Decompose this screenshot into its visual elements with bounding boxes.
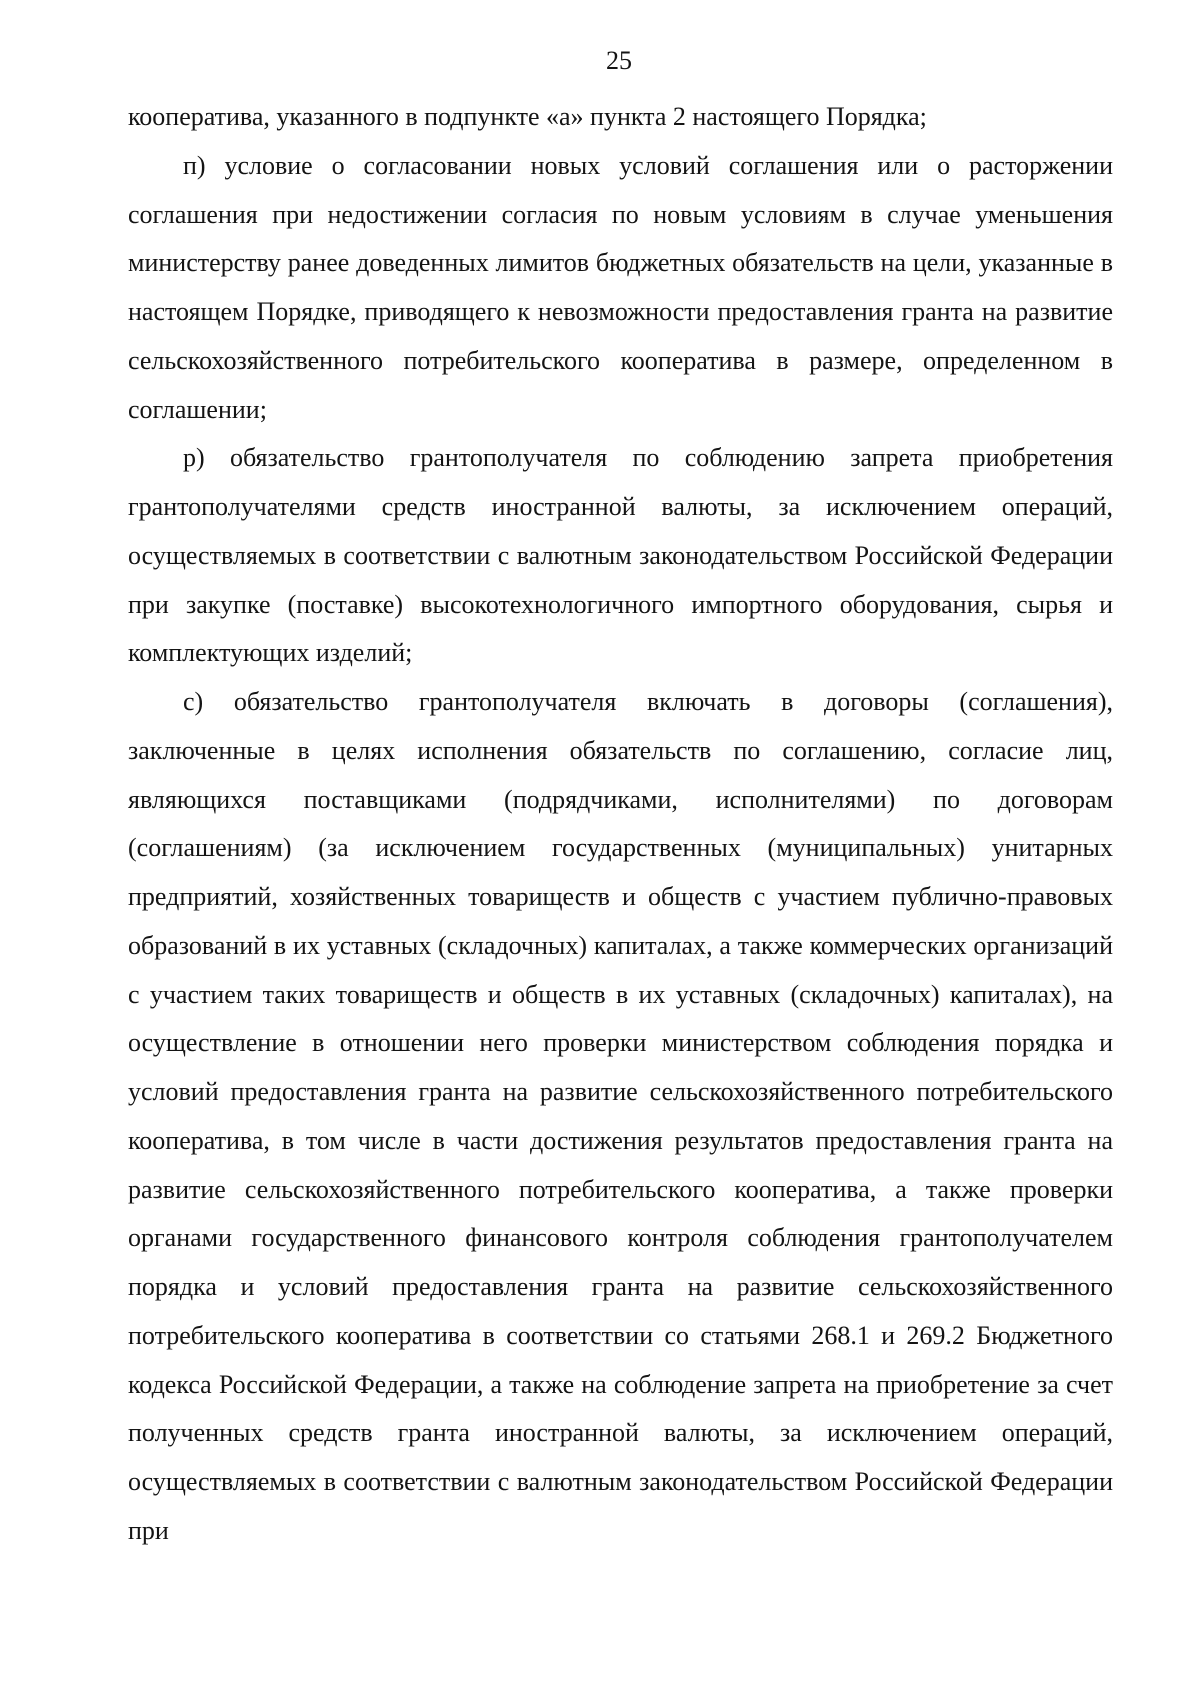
page-number: 25: [606, 46, 632, 75]
paragraph-item-p: п) условие о согласовании новых условий соглашения или о расторжении соглашения при недостижении согласия по новым условиям в случае уменьшения министерству ранее доведенных лимитов бюджетных обязательств на цели, указанные в настоящем Порядке, приводящего к невозможности предоставления гранта на развитие сельскохозяйственного потребительского кооператива в размере, определенном в соглашении;: [128, 150, 1113, 424]
document-body: [128, 93, 1113, 1556]
paragraph-continuation: кооператива, указанного в подпункте «а» пункта 2 настоящего Порядка;: [128, 102, 927, 131]
paragraph-item-s: с) обязательство грантополучателя включать в договоры (соглашения), заключенные в целях исполнения обязательств по соглашению, согласие лиц, являющихся поставщиками (подрядчиками, исполнителями) по договорам (соглашениям) (за исключением государственных (муниципальных) унитарных предприятий, хозяйственных товариществ и обществ с участием публично-правовых образований в их уставных (складочных) капиталах, а также коммерческих организаций с участием таких товариществ и обществ в их уставных (складочных) капиталах), на осуществление в отношении него проверки министерством соблюдения порядка и условий предоставления гранта на развитие сельскохозяйственного потребительского кооператива, в том числе в части достижения результатов предоставления гранта на развитие сельскохозяйственного потребительского кооператива, а также проверки органами государственного финансового контроля соблюдения грантополучателем порядка и условий предоставления гранта на развитие сельскохозяйственного потребительского кооператива в соответствии со статьями 268.1 и 269.2 Бюджетного кодекса Российской Федерации, а также на соблюдение запрета на приобретение за счет полученных средств гранта иностранной валюты, за исключением операций, осуществляемых в соответствии с валютным законодательством Российской Федерации при: [128, 687, 1113, 1545]
paragraph-item-r: р) обязательство грантополучателя по соблюдению запрета приобретения грантополучателями средств иностранной валюты, за исключением операций, осуществляемых в соответствии с валютным законодательством Российской Федерации при закупке (поставке) высокотехнологичного импортного оборудования, сырья и комплектующих изделий;: [128, 443, 1113, 668]
